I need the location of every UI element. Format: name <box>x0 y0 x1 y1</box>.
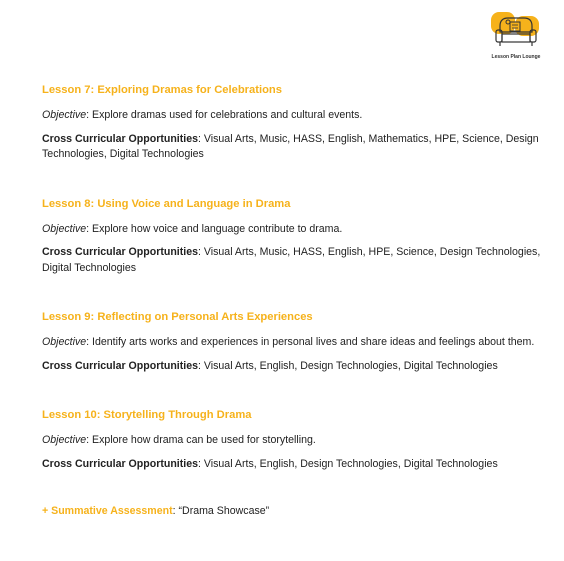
cross-curricular-text: : Visual Arts, English, Design Technologies, Digital Technologies <box>198 457 498 470</box>
lesson-list <box>42 82 542 520</box>
objective-text: : Identify arts works and experiences in personal lives and share ideas and feelings about them. <box>86 336 535 348</box>
lesson-cross-curricular <box>42 132 542 163</box>
objective-text: : Explore how drama can be used for storytelling. <box>86 434 316 446</box>
logo-text: Lesson Plan Lounge <box>491 54 541 60</box>
objective-text: : Explore dramas used for celebrations and cultural events. <box>86 109 363 121</box>
lesson-cross-curricular <box>42 457 542 473</box>
lesson-objective <box>42 108 542 124</box>
summative-text: : “Drama Showcase” <box>172 505 270 517</box>
lesson-9 <box>42 309 542 374</box>
lesson-10 <box>42 407 542 472</box>
lesson-cross-curricular <box>42 245 542 276</box>
lesson-objective <box>42 222 542 238</box>
cross-curricular-text: : Visual Arts, Music, HASS, English, HPE, Science, Design Technologies, Digital Technologies <box>42 246 541 274</box>
objective-text: : Explore how voice and language contribute to drama. <box>86 222 343 235</box>
lesson-title: Lesson 10: Storytelling Through Drama <box>42 409 252 421</box>
objective-label: Objective <box>42 336 87 348</box>
lesson-title: Lesson 9: Reflecting on Personal Arts Experiences <box>42 311 313 323</box>
lesson-objective <box>42 433 542 449</box>
lesson-cross-curricular <box>42 359 542 375</box>
summative-label: + Summative Assessment <box>42 505 173 517</box>
lesson-objective <box>42 335 542 351</box>
cross-curricular-label: Cross Curricular Opportunities <box>42 457 198 470</box>
lesson-title: Lesson 7: Exploring Dramas for Celebrations <box>42 84 282 96</box>
lesson-8 <box>42 196 542 277</box>
objective-label: Objective <box>42 109 87 121</box>
cross-curricular-text: : Visual Arts, English, Design Technologies, Digital Technologies <box>198 359 498 372</box>
cross-curricular-text: : Visual Arts, Music, HASS, English, Mathematics, HPE, Science, Design Technologies, Digital Technologies <box>42 132 539 160</box>
cross-curricular-label: Cross Curricular Opportunities <box>42 132 198 145</box>
objective-label: Objective <box>42 434 87 446</box>
lesson-plan-lounge-logo <box>480 10 552 66</box>
lesson-title: Lesson 8: Using Voice and Language in Drama <box>42 197 291 210</box>
cross-curricular-label: Cross Curricular Opportunities <box>42 359 198 372</box>
objective-label: Objective <box>42 222 87 235</box>
summative-assessment <box>42 504 542 520</box>
cross-curricular-label: Cross Curricular Opportunities <box>42 246 198 258</box>
armchair-icon <box>488 10 544 56</box>
lesson-7 <box>42 82 542 163</box>
